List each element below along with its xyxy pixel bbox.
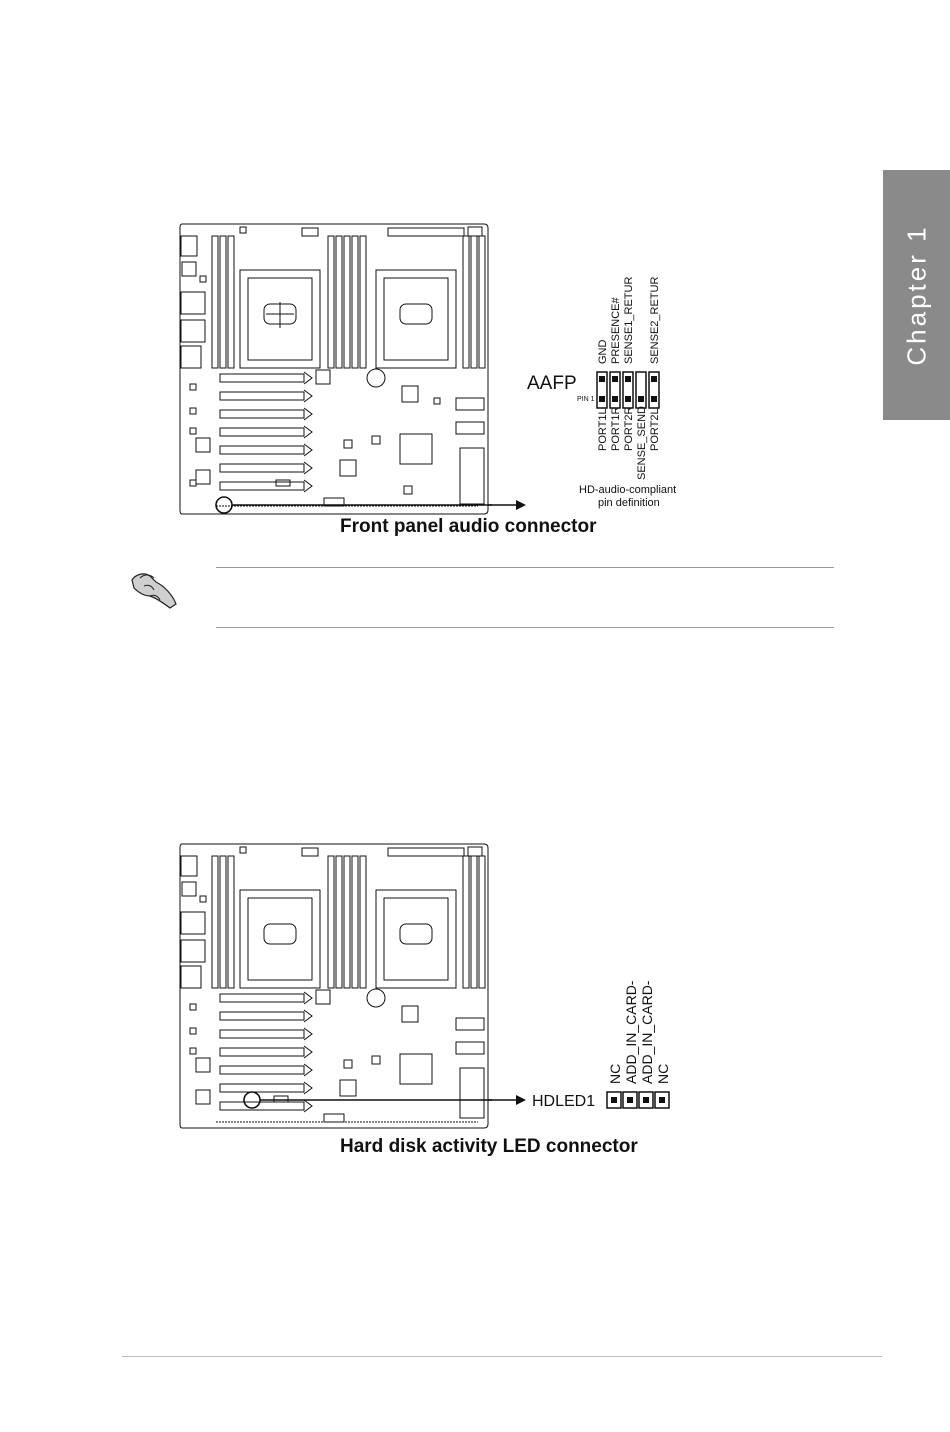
aafp-top-pin-label: SENSE1_RETUR bbox=[623, 276, 635, 364]
hdled1-pin-label: ADD_IN_CARD- bbox=[639, 980, 655, 1084]
arrow-right-icon bbox=[488, 1093, 528, 1107]
chapter-tab-label: Chapter 1 bbox=[901, 224, 931, 366]
arrow-right-icon bbox=[488, 498, 528, 512]
aafp-bottom-pin-label: SENSE_SEND bbox=[636, 406, 648, 480]
aafp-header-name: AAFP bbox=[527, 373, 577, 394]
aafp-bottom-pin-label: PORT2R bbox=[623, 406, 635, 451]
aafp-bottom-pin-label: PORT1L bbox=[597, 408, 609, 451]
pin1-label: PIN 1 bbox=[577, 396, 595, 403]
hdled1-header-name: HDLED1 bbox=[532, 1093, 596, 1110]
pointing-hand-icon bbox=[126, 568, 180, 614]
hdled1-pin-label: NC bbox=[655, 1063, 671, 1084]
motherboard-diagram-2 bbox=[178, 842, 492, 1132]
footer-rule bbox=[122, 1356, 882, 1357]
aafp-top-pin-label: SENSE2_RETUR bbox=[649, 276, 661, 364]
hdled1-pin-label: ADD_IN_CARD- bbox=[623, 980, 639, 1084]
note-bottom-rule bbox=[216, 627, 834, 628]
hd-audio-definition-line2: pin definition bbox=[598, 497, 660, 509]
figure1-caption: Front panel audio connector bbox=[340, 516, 597, 537]
note-top-rule bbox=[216, 567, 834, 568]
figure2-caption: Hard disk activity LED connector bbox=[340, 1136, 638, 1157]
aafp-top-pin-label: GND bbox=[597, 339, 609, 364]
chapter-tab bbox=[883, 170, 950, 420]
aafp-top-pin-label: PRESENCE# bbox=[610, 297, 622, 364]
aafp-bottom-pin-label: PORT2L bbox=[649, 408, 661, 451]
aafp-bottom-pin-label: PORT1R bbox=[610, 406, 622, 451]
hdled1-header-pins bbox=[605, 1090, 675, 1112]
hd-audio-definition-line1: HD-audio-compliant bbox=[579, 484, 677, 496]
motherboard-diagram-1 bbox=[178, 222, 492, 520]
hdled1-pin-label: NC bbox=[607, 1063, 623, 1084]
